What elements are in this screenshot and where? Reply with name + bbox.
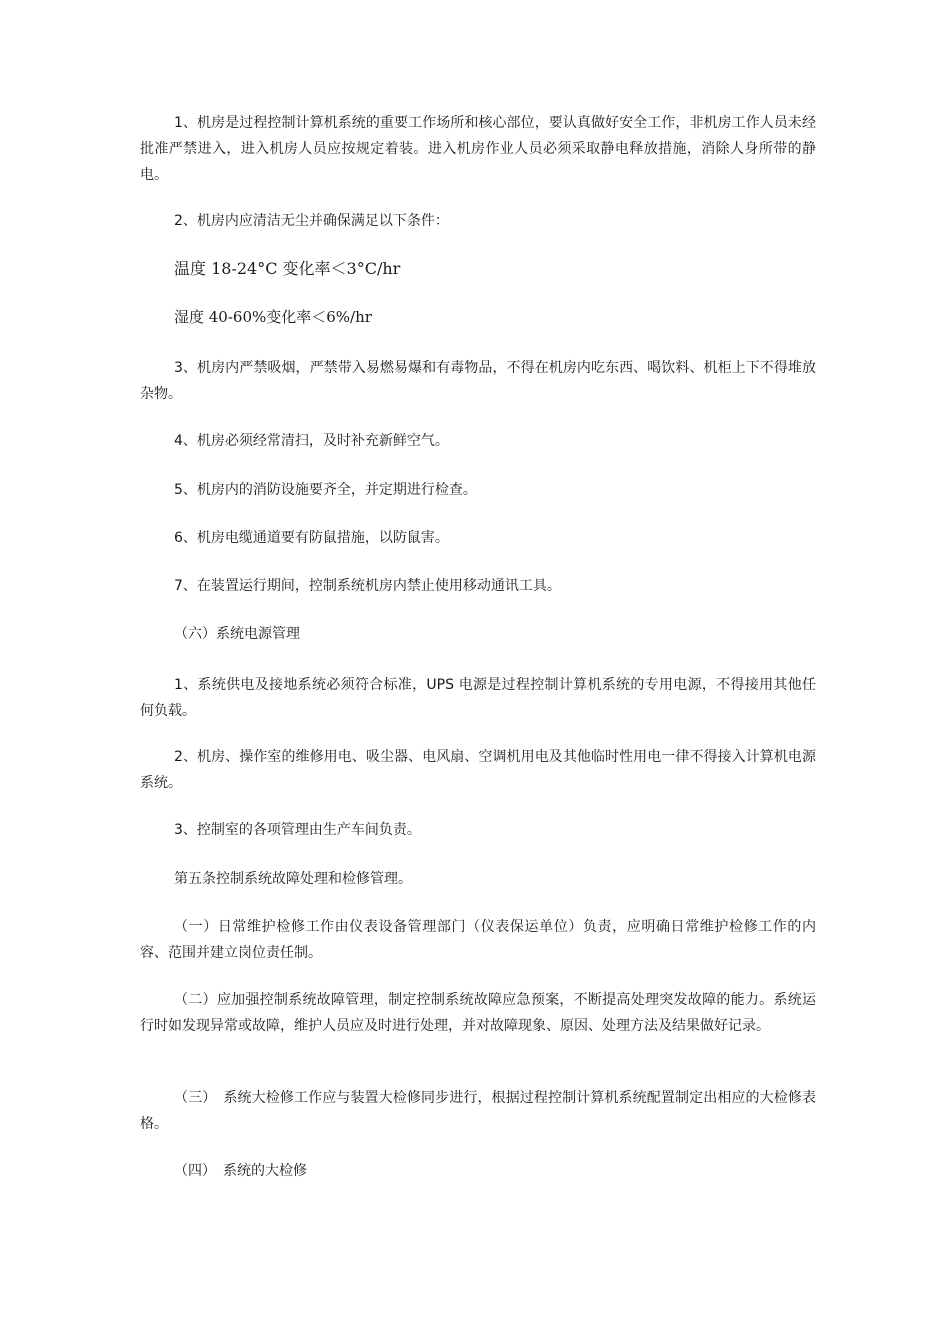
paragraph-humidity: 湿度 40-60%变化率＜6%/hr xyxy=(174,308,372,326)
paragraph-machine-room-security: 1、机房是过程控制计算机系统的重要工作场所和核心部位，要认真做好安全工作，非机房工作人员未经批准严禁进入，进入机房人员应按规定着装。进入机房作业人员必须采取静电释放措施，消除人身所带的静电。 xyxy=(140,115,816,183)
paragraph-no-temporary-power: 2、机房、操作室的维修用电、吸尘器、电风扇、空调机用电及其他临时性用电一律不得接入计算机电源系统。 xyxy=(140,749,816,791)
paragraph-daily-maintenance: （一）日常维护检修工作由仪表设备管理部门（仪表保运单位）负责，应明确日常维护检修工作的内容、范围并建立岗位责任制。 xyxy=(140,919,816,961)
paragraph-rodent-prevention: 6、机房电缆通道要有防鼠措施，以防鼠害。 xyxy=(174,530,449,546)
paragraph-cleaning: 4、机房必须经常清扫，及时补充新鲜空气。 xyxy=(174,433,449,449)
paragraph-fault-management: （二）应加强控制系统故障管理，制定控制系统故障应急预案，不断提高处理突发故障的能力。系统运行时如发现异常或故障，维护人员应及时进行处理，并对故障现象、原因、处理方法及结果做好记录。 xyxy=(140,992,816,1034)
paragraph-ups: 1、系统供电及接地系统必须符合标准，UPS 电源是过程控制计算机系统的专用电源，不得接用其他任何负载。 xyxy=(140,677,816,719)
section-heading-system-overhaul: （四） 系统的大检修 xyxy=(174,1163,307,1179)
section-heading-power: （六）系统电源管理 xyxy=(174,626,300,642)
article-heading-fault-handling: 第五条控制系统故障处理和检修管理。 xyxy=(174,871,412,887)
paragraph-fire-safety: 5、机房内的消防设施要齐全，并定期进行检查。 xyxy=(174,482,477,498)
paragraph-no-mobile: 7、在装置运行期间，控制系统机房内禁止使用移动通讯工具。 xyxy=(174,578,561,594)
paragraph-overhaul: （三） 系统大检修工作应与装置大检修同步进行，根据过程控制计算机系统配置制定出相应的大检修表格。 xyxy=(140,1090,816,1132)
paragraph-no-smoking: 3、机房内严禁吸烟，严禁带入易燃易爆和有毒物品，不得在机房内吃东西、喝饮料、机柜上下不得堆放杂物。 xyxy=(140,360,816,402)
paragraph-temperature: 温度 18-24°C 变化率＜3°C/hr xyxy=(174,259,401,278)
paragraph-control-room-management: 3、控制室的各项管理由生产车间负责。 xyxy=(174,822,421,838)
paragraph-room-conditions: 2、机房内应清洁无尘并确保满足以下条件： xyxy=(174,213,449,229)
